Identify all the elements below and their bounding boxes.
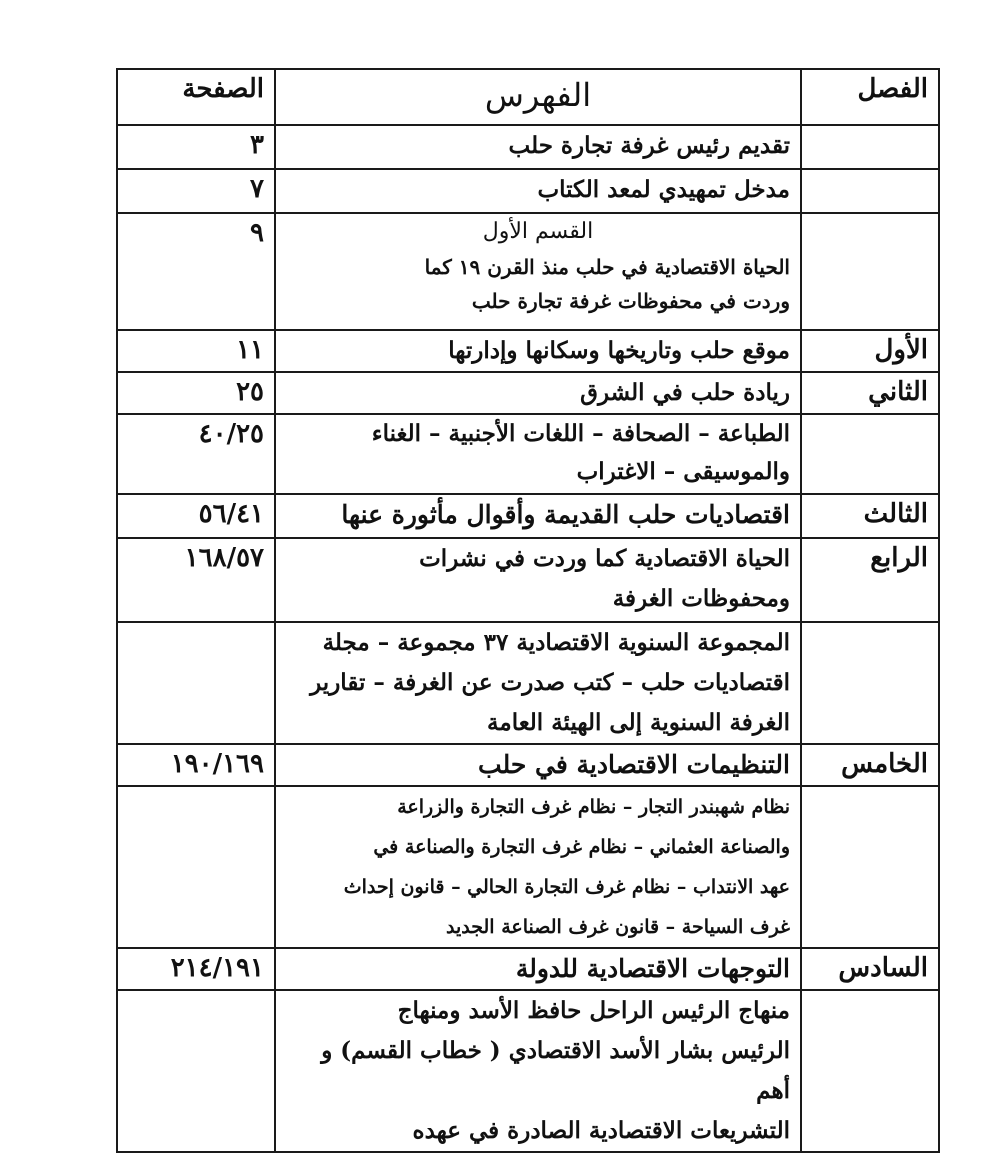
table-row: [117, 330, 939, 372]
table-row: [117, 494, 939, 538]
page-column-header: الصفحة: [117, 69, 275, 125]
entry-title: مدخل تمهيدي لمعد الكتاب: [275, 169, 801, 213]
chapter-name: الأول: [801, 330, 939, 372]
page-number: [117, 786, 275, 948]
page-number: ١١: [117, 330, 275, 372]
entry-title: التوجهات الاقتصادية للدولة: [275, 948, 801, 990]
table-row: [117, 622, 939, 744]
page-number: ١٩٠/١٦٩: [117, 744, 275, 786]
table-row: [117, 786, 939, 948]
page-number: ٩: [117, 213, 275, 330]
entry-title: موقع حلب وتاريخها وسكانها وإدارتها: [275, 330, 801, 372]
page-number: ٢٥: [117, 372, 275, 414]
table-row: [117, 213, 939, 330]
section-heading: القسم الأول: [482, 219, 594, 244]
table-row: [117, 990, 939, 1152]
page-number: [117, 622, 275, 744]
chapter-name: [801, 125, 939, 169]
entry-title: نظام شهبندر التجار – نظام غرف التجارة والزراعة والصناعة العثماني – نظام غرف التجارة والصناعة في عهد الانتداب – نظام غرف التجارة الحالي – قانون إحداث غرف السياحة – قانون غرف الصناعة الجديد: [275, 786, 801, 948]
table-row: [117, 125, 939, 169]
chapter-name: [801, 622, 939, 744]
table-row: [117, 414, 939, 494]
chapter-name: [801, 169, 939, 213]
chapter-name: الرابع: [801, 538, 939, 622]
chapter-name: [801, 786, 939, 948]
page-number: [117, 990, 275, 1152]
page-number: ١٦٨/٥٧: [117, 538, 275, 622]
entry-title: التنظيمات الاقتصادية في حلب: [275, 744, 801, 786]
chapter-name: السادس: [801, 948, 939, 990]
chapter-column-header: الفصل: [801, 69, 939, 125]
page-number: ٣: [117, 125, 275, 169]
table-of-contents: [116, 68, 940, 1153]
table-row: [117, 948, 939, 990]
entry-title: الطباعة – الصحافة – اللغات الأجنبية – الغناء والموسيقى – الاغتراب: [275, 414, 801, 494]
table-row: [117, 372, 939, 414]
entry-title: اقتصاديات حلب القديمة وأقوال مأثورة عنها: [275, 494, 801, 538]
page-number: ٧: [117, 169, 275, 213]
entry-title: تقديم رئيس غرفة تجارة حلب: [275, 125, 801, 169]
entry-title: الحياة الاقتصادية كما وردت في نشرات ومحفوظات الغرفة: [275, 538, 801, 622]
entry-title: ريادة حلب في الشرق: [275, 372, 801, 414]
chapter-name: الثاني: [801, 372, 939, 414]
entry-title: منهاج الرئيس الراحل حافظ الأسد ومنهاج الرئيس بشار الأسد الاقتصادي ( خطاب القسم) و أهم التشريعات الاقتصادية الصادرة في عهده: [275, 990, 801, 1152]
entry-title: القسم الأول الحياة الاقتصادية في حلب منذ القرن ١٩ كما وردت في محفوظات غرفة تجارة حلب: [275, 213, 801, 330]
entry-title: المجموعة السنوية الاقتصادية ٣٧ مجموعة – مجلة اقتصاديات حلب – كتب صدرت عن الغرفة – تقارير الغرفة السنوية إلى الهيئة العامة: [275, 622, 801, 744]
chapter-name: [801, 414, 939, 494]
table-row: [117, 744, 939, 786]
chapter-name: الثالث: [801, 494, 939, 538]
page-number: ٤٠/٢٥: [117, 414, 275, 494]
chapter-name: [801, 213, 939, 330]
table-row: [117, 538, 939, 622]
page-number: ٢١٤/١٩١: [117, 948, 275, 990]
table-row: [117, 169, 939, 213]
chapter-name: [801, 990, 939, 1152]
chapter-name: الخامس: [801, 744, 939, 786]
index-title: الفهرس: [275, 69, 801, 125]
header-row: [117, 69, 939, 125]
page-number: ٥٦/٤١: [117, 494, 275, 538]
